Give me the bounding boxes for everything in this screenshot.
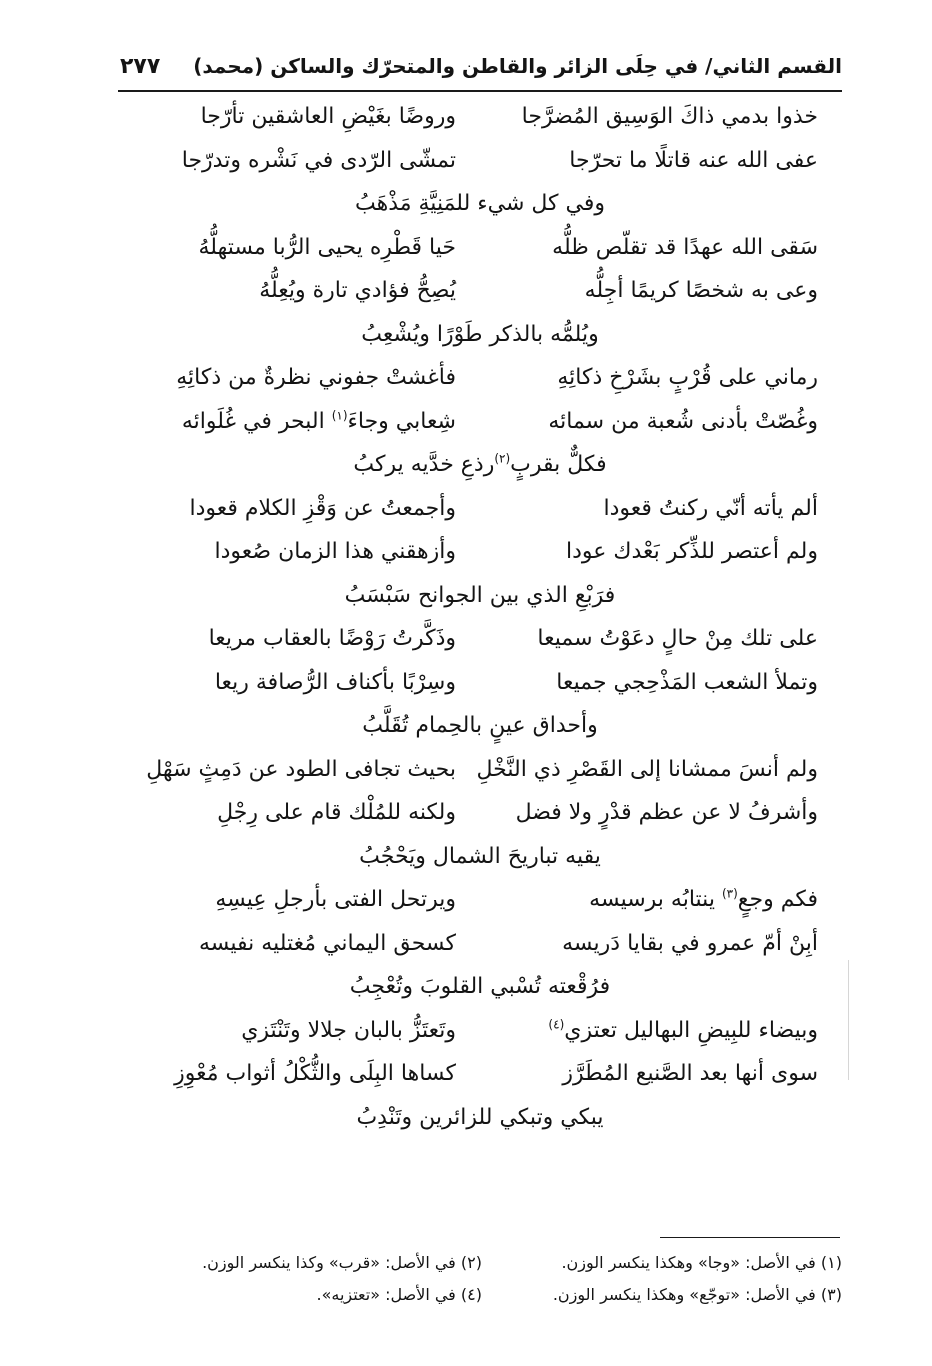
- first-hemistich: [498, 95, 818, 139]
- refrain-text: [350, 965, 610, 1009]
- page-number: ٢٧٧: [120, 54, 161, 79]
- hemistich-text: خذوا بدمي ذاكَ الوَسِيق المُضرَّجا: [521, 104, 818, 129]
- footnote: (١) في الأصل: «وجا» وهكذا ينكسر الوزن.: [561, 1253, 842, 1272]
- hemistich-text: على تلك مِنْ حالٍ دعَوْتُ سميعا: [537, 626, 818, 651]
- hemistich-text: كساها البِلَى والثُّكْلُ أثواب مُعْوِزِ: [174, 1061, 456, 1086]
- hemistich-text: أبِنْ أمّ عمرو في بقايا دَريسه: [562, 930, 818, 956]
- hemistich-text: حَيا قَطْرِه يحيى الرُّبا مستهلُّهُ: [198, 234, 456, 260]
- first-hemistich: [498, 530, 818, 574]
- verse-line: [118, 95, 842, 139]
- first-hemistich: [498, 1009, 818, 1053]
- second-hemistich: [126, 617, 456, 661]
- hemistich-text: وأزهقني هذا الزمان صُعودا: [214, 539, 456, 564]
- second-hemistich: [126, 1009, 456, 1053]
- footnote-marker: (٤): [548, 1017, 565, 1032]
- first-hemistich: [498, 661, 818, 705]
- footnote: (٤) في الأصل: «تعتزيه».: [316, 1285, 482, 1304]
- refrain-text: [359, 835, 601, 879]
- refrain-main: وأحداق عينٍ بالحِمام تُقَلَّبُ: [362, 713, 598, 738]
- footnote-row: [118, 1279, 842, 1311]
- verse-line: [118, 356, 842, 400]
- verse-line: [118, 878, 842, 922]
- hemistich-text: ويرتحل الفتى بأرجلِ عِيسِهِ: [215, 887, 456, 912]
- hemistich-text: رماني على قُرْبٍ بشَرْخِ ذكائِهِ: [557, 365, 818, 390]
- refrain-text: [361, 313, 598, 357]
- refrain-line: [118, 443, 842, 487]
- verse-line: [118, 139, 842, 183]
- running-header: [118, 50, 842, 92]
- refrain-text: [353, 443, 606, 487]
- first-hemistich: [476, 748, 818, 792]
- refrain-line: [118, 574, 842, 618]
- hemistich-text: عفى الله عنه قاتلًا ما تحرّجا: [569, 147, 818, 173]
- footnote-marker: (٣): [721, 886, 738, 901]
- second-hemistich: [126, 922, 456, 966]
- hemistich-text: بحيث تجافى الطود عن دَمِثٍ سَهْلِ: [146, 756, 456, 782]
- verse-line: [118, 1009, 842, 1053]
- verse-line: [118, 791, 842, 835]
- hemistich-text: وروضًا بغَيْضِ العاشقين تأرّجا: [200, 104, 456, 129]
- verse-line: [118, 269, 842, 313]
- refrain-main: فكلٌّ بقربٍ: [510, 452, 607, 477]
- first-hemistich: [498, 139, 818, 183]
- footnote: (٣) في الأصل: «توجّع» وهكذا ينكسر الوزن.: [552, 1285, 842, 1304]
- refrain-text: [356, 1096, 603, 1140]
- first-hemistich: [498, 226, 818, 270]
- hemistich-text: يُصِحُّ فؤادي تارة ويُعِلُّهُ: [259, 278, 456, 303]
- verse-line: [118, 617, 842, 661]
- hemistich-text: تمشّى الرّدى في نَشْره وتدرّجا: [181, 147, 456, 173]
- refrain-text: [362, 704, 597, 748]
- refrain-main: وفي كل شيء للمَنِيَّةِ مَذْهَبُ: [354, 191, 605, 216]
- first-hemistich: [498, 878, 818, 922]
- refrain-rest: رذعِ خدَّيه يركبُ: [353, 452, 495, 477]
- verse-line: [118, 487, 842, 531]
- hemistich-rest: البحر في غُلَوائه: [181, 408, 332, 434]
- refrain-main: يقيه تباريحَ الشمال ويَحْجُبُ: [359, 843, 601, 869]
- first-hemistich: [498, 400, 818, 444]
- second-hemistich: [126, 661, 456, 705]
- hemistich-text: شِعابي وجاءَ: [347, 408, 456, 434]
- second-hemistich: [126, 487, 456, 531]
- verse-line: [118, 661, 842, 705]
- first-hemistich: [498, 1052, 818, 1096]
- first-hemistich: [498, 791, 818, 835]
- hemistich-text: فأغشتْ جفوني نظرةٌ من ذكائِهِ: [176, 365, 456, 390]
- refrain-line: [118, 965, 842, 1009]
- verse-line: [118, 748, 842, 792]
- hemistich-text: وأجمعتُ عن وَقْزِ الكلام قعودا: [189, 495, 456, 521]
- footnote-marker: (١): [331, 408, 348, 423]
- first-hemistich: [498, 617, 818, 661]
- refrain-main: فرَبْعِ الذي بين الجوانح سَبْسَبُ: [344, 582, 616, 608]
- first-hemistich: [498, 487, 818, 531]
- second-hemistich: [126, 878, 456, 922]
- second-hemistich: [126, 1052, 456, 1096]
- refrain-line: [118, 1096, 842, 1140]
- hemistich-text: ولكنه للمُلْك قام على رِجْلِ: [217, 800, 456, 825]
- footnote-marker: (٢): [494, 451, 511, 466]
- hemistich-text: وذَكَّرتُ رَوْضًا بالعقاب مريعا: [208, 626, 456, 651]
- refrain-text: [355, 182, 605, 226]
- refrain-line: [118, 313, 842, 357]
- hemistich-text: وأشرفُ لا عن عظم قدْرٍ ولا فضل: [515, 800, 818, 825]
- second-hemistich: [126, 530, 456, 574]
- second-hemistich: [126, 95, 456, 139]
- hemistich-text: وتملأ الشعب المَذْحِجي جميعا: [556, 669, 818, 695]
- second-hemistich: [126, 356, 456, 400]
- second-hemistich: [126, 748, 456, 792]
- verse-line: [118, 922, 842, 966]
- second-hemistich: [126, 791, 456, 835]
- second-hemistich: [126, 139, 456, 183]
- poem: [118, 95, 842, 1139]
- second-hemistich: [126, 400, 456, 444]
- verse-line: [118, 530, 842, 574]
- first-hemistich: [498, 922, 818, 966]
- footnotes: [118, 1247, 842, 1311]
- hemistich-text: سَقى الله عهدًا قد تقلّص ظلُّه: [552, 234, 818, 260]
- hemistich-text: ولم أنسَ ممشانا إلى القَصْرِ ذي النَّخْلِ: [476, 756, 818, 782]
- refrain-line: [118, 182, 842, 226]
- footnote-row: [118, 1247, 842, 1279]
- refrain-main: ويُلمُّه بالذكر طَوْرًا ويُشْعِبُ: [361, 321, 599, 347]
- hemistich-text: وبيضاء للبِيضِ البهاليل تعتزي: [564, 1017, 818, 1043]
- footnote-separator: [660, 1237, 840, 1238]
- hemistich-text: فكم وجعٍ: [737, 887, 818, 912]
- scan-edge-mark: [848, 960, 849, 1080]
- second-hemistich: [126, 226, 456, 270]
- hemistich-text: كسحق اليماني مُغتليه نفيسه: [198, 930, 456, 956]
- header-title: القسم الثاني/ في حِلَى الزائر والقاطن والمتحرّك والساكن (محمد): [193, 54, 842, 78]
- hemistich-text: وتَعتَزُّ بالبان جلالا وتَنْتَزي: [241, 1017, 456, 1043]
- hemistich-text: ولم أعتصر للذِّكر بَعْدك عودا: [565, 539, 818, 564]
- verse-line: [118, 226, 842, 270]
- hemistich-text: وعى به شخصًا كريمًا أجِلُّه: [584, 278, 818, 303]
- hemistich-rest: ينتابُه برسيسه: [589, 887, 722, 912]
- refrain-main: فرُقْعته تُسْبي القلوبَ وتُعْجِبُ: [349, 974, 611, 999]
- first-hemistich: [498, 269, 818, 313]
- refrain-line: [118, 835, 842, 879]
- verse-line: [118, 400, 842, 444]
- hemistich-text: وغُصّتْ بأدنى شُعبة من سمائه: [548, 408, 818, 434]
- footnote: (٢) في الأصل: «قرب» وكذا ينكسر الوزن.: [202, 1253, 482, 1272]
- refrain-line: [118, 704, 842, 748]
- hemistich-text: سوى أنها بعد الصَّنيع المُطَرَّز: [562, 1061, 818, 1086]
- hemistich-text: وسِرْبًا بأكناف الرُّصافة ريعا: [214, 669, 456, 695]
- second-hemistich: [126, 269, 456, 313]
- hemistich-text: ألم يأته أنّي ركنتُ قعودا: [603, 495, 818, 521]
- first-hemistich: [498, 356, 818, 400]
- refrain-main: يبكي وتبكي للزائرين وتَنْدِبُ: [356, 1104, 604, 1130]
- verse-line: [118, 1052, 842, 1096]
- refrain-text: [345, 574, 616, 618]
